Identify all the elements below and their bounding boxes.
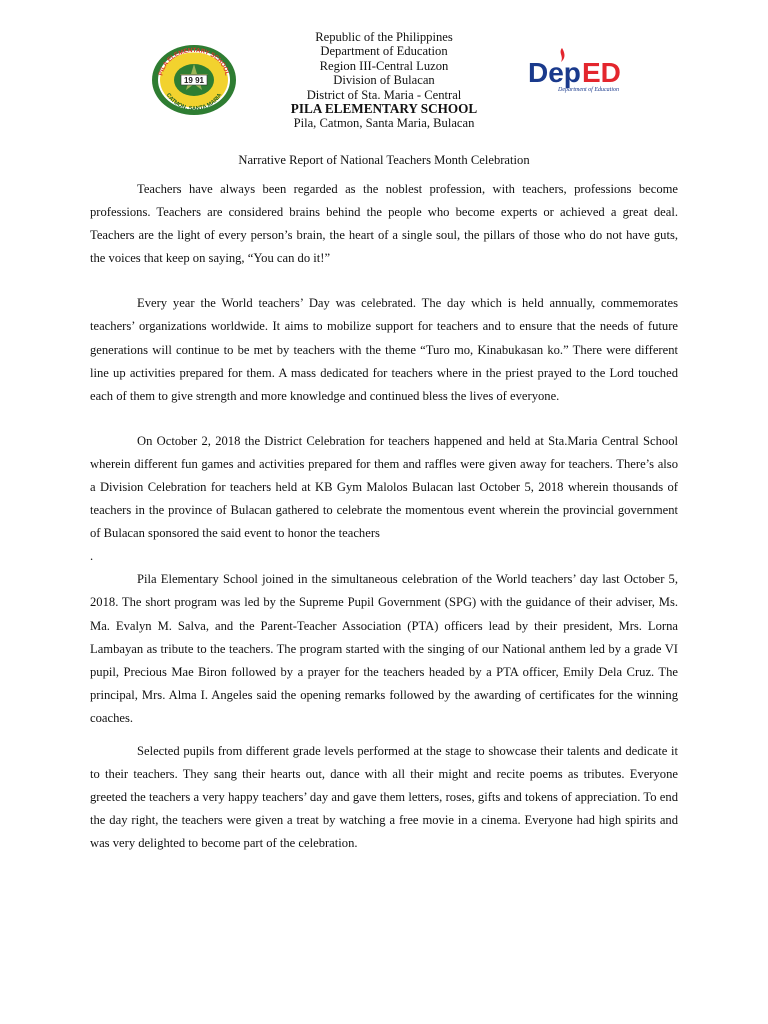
seal-year: 19 91 [183,76,205,85]
stray-period: . [90,549,94,564]
deped-logo [526,44,626,100]
paragraph: Selected pupils from different grade levels performed at the stage to showcase their talents and dedicate it to their teachers. They sang their hearts out, dance with all their might and recite poems as tributes. Everyone greeted the teachers a very happy teachers’ day and gave them letters, roses, gifts and tokens of appreciation. To end the day right, the teachers were given a treat by watching a free movie in a cinema. Everyone had high spirits and was very delighted to become part of the celebration. [90,743,678,851]
letterhead-line: Republic of the Philippines [315,30,453,44]
letterhead-line: District of Sta. Maria - Central [306,87,462,102]
seal-bottom-text: CATMON, SANTA MARIA [164,92,224,113]
school-name: PILA ELEMENTARY SCHOOL [290,101,478,117]
paragraph: On October 2, 2018 the District Celebration for teachers happened and held at Sta.Maria Central School wherein different fun games and activities prepared for them and raffles were given away for teachers. There’s also a Division Celebration for teachers held at KB Gym Malolos Bulacan last October 5, 2018 wherein thousands of teachers in the province of Bulacan gathered to celebrate the momentous event wherein the provincial government of Bulacan sponsored the said event to honor the teachers [90,433,678,541]
letterhead [0,30,768,131]
letterhead-line: Division of Bulacan [333,73,435,88]
paragraph: Teachers have always been regarded as the noblest profession, with teachers, professions become professions. Teachers are considered brains behind the people who become experts or achieved a great deal. Teachers are the light of every person’s brain, the heart of a single soul, the pillars of those who do not have guts, the voices that keep on saying, “You can do it!” [90,182,678,266]
letterhead-line: Department of Education [320,44,448,59]
deped-logo-subtitle: Department of Education [558,87,619,93]
deped-logo-dep: Dep [528,57,581,88]
report-title: Narrative Report of National Teachers Month Celebration [238,153,530,167]
school-address: Pila, Catmon, Santa Maria, Bulacan [293,116,475,131]
paragraph: Every year the World teachers’ Day was celebrated. The day which is held annually, commemorates teachers’ organizations worldwide. It aims to mobilize support for teachers and to ensure that the needs of future generations will continue to be met by teachers with the theme “Turo mo, Kinabukasan ko.” There were different line up activities prepared for them. A mass dedicated for teachers where in the priest prayed to the Lord touched each of them to give strength and more knowledge and continued bless the lives of everyone. [90,296,678,403]
deped-logo-ed: ED [582,57,621,88]
report-body [90,178,678,855]
seal-top-text: PILA ELEMENTARY SCHOOL [157,46,231,77]
paragraph: Pila Elementary School joined in the simultaneous celebration of the World teachers’ day last October 5, 2018. The short program was led by the Supreme Pupil Government (SPG) with the guidance of their adviser, Ms. Ma. Evalyn M. Salva, and the Parent-Teacher Association (PTA) officers lead by their president, Mrs. Lorna Lambayan as tribute to the teachers. The program started with the singing of our National anthem led by a grade VI pupil, Precious Mae Biron followed by a prayer for the teachers headed by a PTA officer, Emily Dela Cruz. The principal, Mrs. Alma I. Angeles said the opening remarks followed by the awarding of certificates for the winning coaches. [90,572,678,725]
letterhead-line: Region III-Central Luzon [319,58,449,73]
